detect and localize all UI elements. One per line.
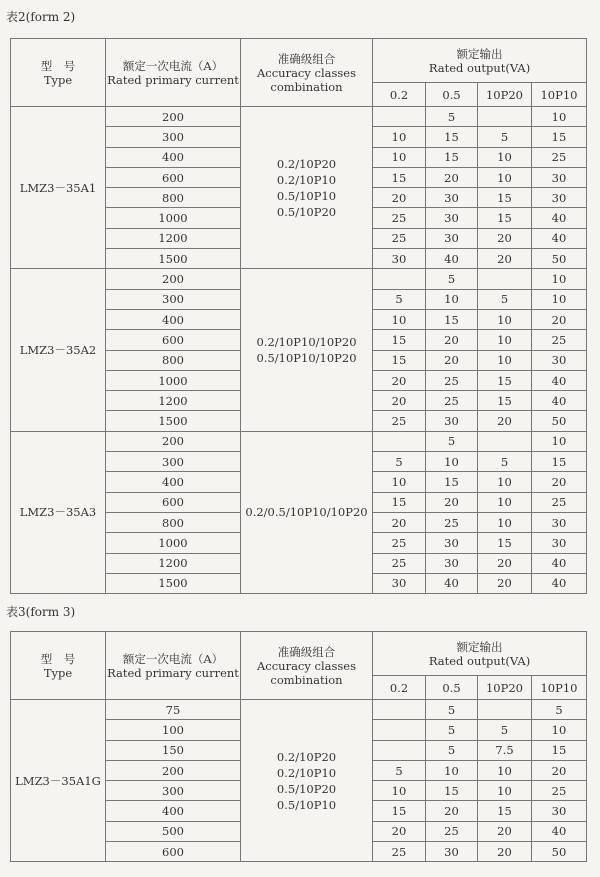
header-accuracy: 准确级组合 Accuracy classes combination bbox=[241, 39, 373, 107]
output-cell: 20 bbox=[532, 309, 587, 329]
accuracy-cell bbox=[241, 431, 373, 593]
output-cell: 15 bbox=[373, 330, 426, 350]
output-cell: 5 bbox=[373, 289, 426, 309]
accuracy-cell bbox=[241, 700, 373, 862]
header-current: 额定一次电流（A） Rated primary current bbox=[106, 39, 241, 107]
output-cell: 15 bbox=[478, 801, 532, 821]
current-cell: 200 bbox=[106, 760, 241, 780]
header-output-col: 10P20 bbox=[478, 676, 532, 700]
current-cell: 1500 bbox=[106, 411, 241, 431]
output-cell: 30 bbox=[426, 411, 478, 431]
output-cell: 10 bbox=[478, 781, 532, 801]
current-cell: 400 bbox=[106, 801, 241, 821]
current-cell: 300 bbox=[106, 289, 241, 309]
accuracy-cell bbox=[241, 269, 373, 431]
output-cell: 20 bbox=[373, 821, 426, 841]
output-cell: 20 bbox=[426, 330, 478, 350]
output-cell: 20 bbox=[478, 821, 532, 841]
output-cell: 20 bbox=[373, 391, 426, 411]
output-cell: 10 bbox=[478, 760, 532, 780]
current-cell: 150 bbox=[106, 740, 241, 760]
output-cell: 15 bbox=[478, 208, 532, 228]
type-cell: LMZ3－35A1G bbox=[11, 700, 106, 862]
output-cell: 5 bbox=[426, 269, 478, 289]
output-cell: 40 bbox=[532, 573, 587, 593]
output-cell: 10 bbox=[478, 147, 532, 167]
accuracy-combo: 0.5/10P10 bbox=[276, 188, 337, 203]
output-cell: 20 bbox=[478, 573, 532, 593]
output-cell: 10 bbox=[373, 127, 426, 147]
output-cell bbox=[478, 700, 532, 720]
output-cell: 15 bbox=[478, 533, 532, 553]
output-cell: 5 bbox=[478, 289, 532, 309]
output-cell: 15 bbox=[532, 452, 587, 472]
output-cell bbox=[373, 700, 426, 720]
output-cell: 30 bbox=[426, 188, 478, 208]
current-cell: 1500 bbox=[106, 573, 241, 593]
current-cell: 1200 bbox=[106, 391, 241, 411]
current-cell: 1200 bbox=[106, 228, 241, 248]
output-cell: 10 bbox=[532, 289, 587, 309]
accuracy-combo: 0.2/10P10 bbox=[276, 172, 337, 187]
header-output-col: 10P20 bbox=[478, 83, 532, 107]
output-cell bbox=[478, 269, 532, 289]
output-cell: 10 bbox=[426, 760, 478, 780]
output-cell: 10 bbox=[426, 289, 478, 309]
output-cell bbox=[373, 431, 426, 451]
current-cell: 200 bbox=[106, 269, 241, 289]
output-cell: 10 bbox=[532, 269, 587, 289]
output-cell: 25 bbox=[426, 391, 478, 411]
output-cell: 20 bbox=[373, 512, 426, 532]
output-cell: 40 bbox=[532, 821, 587, 841]
header-type: 型 号 Type bbox=[11, 632, 106, 700]
current-cell: 100 bbox=[106, 720, 241, 740]
output-cell: 50 bbox=[532, 249, 587, 269]
accuracy-combo: 0.5/10P20 bbox=[276, 781, 337, 796]
output-cell: 10 bbox=[426, 452, 478, 472]
output-cell: 10 bbox=[532, 431, 587, 451]
output-cell: 25 bbox=[426, 512, 478, 532]
output-cell: 30 bbox=[532, 533, 587, 553]
current-cell: 600 bbox=[106, 167, 241, 187]
current-cell: 1000 bbox=[106, 370, 241, 390]
output-cell: 15 bbox=[373, 350, 426, 370]
accuracy-combo: 0.2/10P10 bbox=[276, 765, 337, 780]
type-cell: LMZ3－35A3 bbox=[11, 431, 106, 593]
type-cell: LMZ3－35A2 bbox=[11, 269, 106, 431]
output-cell: 40 bbox=[532, 370, 587, 390]
header-type: 型 号 Type bbox=[11, 39, 106, 107]
type-cell: LMZ3－35A1 bbox=[11, 107, 106, 269]
header-output-col: 10P10 bbox=[532, 676, 587, 700]
output-cell: 30 bbox=[373, 573, 426, 593]
output-cell: 30 bbox=[532, 512, 587, 532]
output-cell: 5 bbox=[426, 720, 478, 740]
output-cell: 7.5 bbox=[478, 740, 532, 760]
output-cell: 20 bbox=[426, 801, 478, 821]
output-cell: 30 bbox=[532, 350, 587, 370]
table-form-2 bbox=[10, 38, 587, 594]
output-cell: 15 bbox=[426, 309, 478, 329]
output-cell: 30 bbox=[426, 208, 478, 228]
output-cell: 5 bbox=[373, 760, 426, 780]
output-cell: 40 bbox=[426, 573, 478, 593]
output-cell: 40 bbox=[532, 228, 587, 248]
output-cell: 15 bbox=[478, 188, 532, 208]
header-output-col: 10P10 bbox=[532, 83, 587, 107]
output-cell: 15 bbox=[426, 127, 478, 147]
output-cell: 20 bbox=[373, 370, 426, 390]
output-cell: 5 bbox=[478, 127, 532, 147]
header-output-col: 0.5 bbox=[426, 676, 478, 700]
output-cell: 25 bbox=[532, 492, 587, 512]
output-cell: 20 bbox=[373, 188, 426, 208]
output-cell: 30 bbox=[426, 842, 478, 862]
output-cell: 25 bbox=[532, 781, 587, 801]
output-cell: 10 bbox=[478, 512, 532, 532]
output-cell: 40 bbox=[426, 249, 478, 269]
output-cell: 25 bbox=[426, 370, 478, 390]
output-cell: 10 bbox=[478, 167, 532, 187]
output-cell: 30 bbox=[373, 249, 426, 269]
output-cell: 15 bbox=[478, 391, 532, 411]
output-cell: 20 bbox=[478, 842, 532, 862]
current-cell: 1500 bbox=[106, 249, 241, 269]
output-cell: 10 bbox=[478, 350, 532, 370]
output-cell: 15 bbox=[373, 167, 426, 187]
current-cell: 300 bbox=[106, 452, 241, 472]
output-cell: 30 bbox=[532, 167, 587, 187]
output-cell: 10 bbox=[478, 472, 532, 492]
output-cell: 25 bbox=[426, 821, 478, 841]
output-cell: 20 bbox=[426, 350, 478, 370]
output-cell: 10 bbox=[478, 492, 532, 512]
output-cell: 40 bbox=[532, 553, 587, 573]
output-cell: 25 bbox=[373, 208, 426, 228]
header-accuracy: 准确级组合 Accuracy classes combination bbox=[241, 632, 373, 700]
output-cell: 5 bbox=[426, 700, 478, 720]
output-cell: 5 bbox=[478, 720, 532, 740]
current-cell: 200 bbox=[106, 107, 241, 127]
output-cell: 25 bbox=[373, 842, 426, 862]
output-cell: 5 bbox=[426, 107, 478, 127]
output-cell: 25 bbox=[373, 411, 426, 431]
output-cell: 40 bbox=[532, 391, 587, 411]
accuracy-combo: 0.5/10P10 bbox=[276, 797, 337, 812]
output-cell: 5 bbox=[426, 740, 478, 760]
header-output: 额定输出 Rated output(VA) bbox=[373, 632, 587, 676]
table-row bbox=[11, 700, 587, 720]
output-cell bbox=[373, 107, 426, 127]
current-cell: 75 bbox=[106, 700, 241, 720]
output-cell bbox=[478, 107, 532, 127]
output-cell: 20 bbox=[532, 472, 587, 492]
output-cell: 40 bbox=[532, 208, 587, 228]
accuracy-combo: 0.5/10P20 bbox=[276, 204, 337, 219]
output-cell: 10 bbox=[478, 330, 532, 350]
header-current: 额定一次电流（A） Rated primary current bbox=[106, 632, 241, 700]
current-cell: 400 bbox=[106, 309, 241, 329]
output-cell: 30 bbox=[426, 553, 478, 573]
output-cell: 25 bbox=[373, 533, 426, 553]
output-cell: 20 bbox=[478, 228, 532, 248]
output-cell: 10 bbox=[532, 107, 587, 127]
accuracy-combo: 0.2/10P20 bbox=[276, 156, 337, 171]
output-cell: 20 bbox=[478, 553, 532, 573]
header-output: 额定输出 Rated output(VA) bbox=[373, 39, 587, 83]
accuracy-combo: 0.5/10P10/10P20 bbox=[256, 351, 357, 366]
accuracy-combo: 0.2/10P20 bbox=[276, 749, 337, 764]
output-cell: 20 bbox=[478, 249, 532, 269]
output-cell: 15 bbox=[426, 472, 478, 492]
output-cell: 50 bbox=[532, 411, 587, 431]
current-cell: 400 bbox=[106, 472, 241, 492]
output-cell: 20 bbox=[478, 411, 532, 431]
table2-caption: 表2(form 2) bbox=[6, 10, 76, 24]
output-cell: 5 bbox=[478, 452, 532, 472]
output-cell: 30 bbox=[532, 801, 587, 821]
output-cell bbox=[373, 720, 426, 740]
current-cell: 600 bbox=[106, 330, 241, 350]
header-output-col: 0.5 bbox=[426, 83, 478, 107]
output-cell: 30 bbox=[532, 188, 587, 208]
output-cell: 10 bbox=[478, 309, 532, 329]
output-cell: 50 bbox=[532, 842, 587, 862]
table3-caption: 表3(form 3) bbox=[6, 605, 76, 619]
current-cell: 200 bbox=[106, 431, 241, 451]
current-cell: 800 bbox=[106, 188, 241, 208]
current-cell: 300 bbox=[106, 781, 241, 801]
accuracy-cell bbox=[241, 107, 373, 269]
output-cell: 15 bbox=[532, 740, 587, 760]
output-cell: 20 bbox=[532, 760, 587, 780]
current-cell: 1000 bbox=[106, 208, 241, 228]
output-cell: 10 bbox=[373, 472, 426, 492]
output-cell: 10 bbox=[373, 781, 426, 801]
current-cell: 500 bbox=[106, 821, 241, 841]
current-cell: 800 bbox=[106, 350, 241, 370]
current-cell: 1000 bbox=[106, 533, 241, 553]
output-cell: 25 bbox=[532, 330, 587, 350]
output-cell: 10 bbox=[373, 309, 426, 329]
output-cell: 10 bbox=[532, 720, 587, 740]
output-cell: 5 bbox=[426, 431, 478, 451]
output-cell bbox=[478, 431, 532, 451]
current-cell: 600 bbox=[106, 492, 241, 512]
output-cell: 10 bbox=[373, 147, 426, 167]
output-cell: 15 bbox=[373, 801, 426, 821]
output-cell: 20 bbox=[426, 167, 478, 187]
output-cell: 25 bbox=[373, 228, 426, 248]
current-cell: 300 bbox=[106, 127, 241, 147]
output-cell: 15 bbox=[426, 781, 478, 801]
output-cell: 5 bbox=[532, 700, 587, 720]
current-cell: 600 bbox=[106, 842, 241, 862]
output-cell: 5 bbox=[373, 452, 426, 472]
output-cell: 15 bbox=[478, 370, 532, 390]
output-cell bbox=[373, 269, 426, 289]
current-cell: 1200 bbox=[106, 553, 241, 573]
output-cell: 30 bbox=[426, 533, 478, 553]
output-cell: 30 bbox=[426, 228, 478, 248]
header-output-col: 0.2 bbox=[373, 83, 426, 107]
current-cell: 800 bbox=[106, 512, 241, 532]
output-cell: 25 bbox=[532, 147, 587, 167]
accuracy-combo: 0.2/0.5/10P10/10P20 bbox=[245, 505, 368, 520]
output-cell: 25 bbox=[373, 553, 426, 573]
current-cell: 400 bbox=[106, 147, 241, 167]
table-row bbox=[11, 107, 587, 127]
output-cell: 20 bbox=[426, 492, 478, 512]
header-output-col: 0.2 bbox=[373, 676, 426, 700]
table-row bbox=[11, 431, 587, 451]
output-cell: 15 bbox=[532, 127, 587, 147]
accuracy-combo: 0.2/10P10/10P20 bbox=[256, 335, 357, 350]
table-form-3 bbox=[10, 631, 587, 862]
output-cell: 15 bbox=[373, 492, 426, 512]
table-row bbox=[11, 269, 587, 289]
output-cell: 15 bbox=[426, 147, 478, 167]
output-cell bbox=[373, 740, 426, 760]
